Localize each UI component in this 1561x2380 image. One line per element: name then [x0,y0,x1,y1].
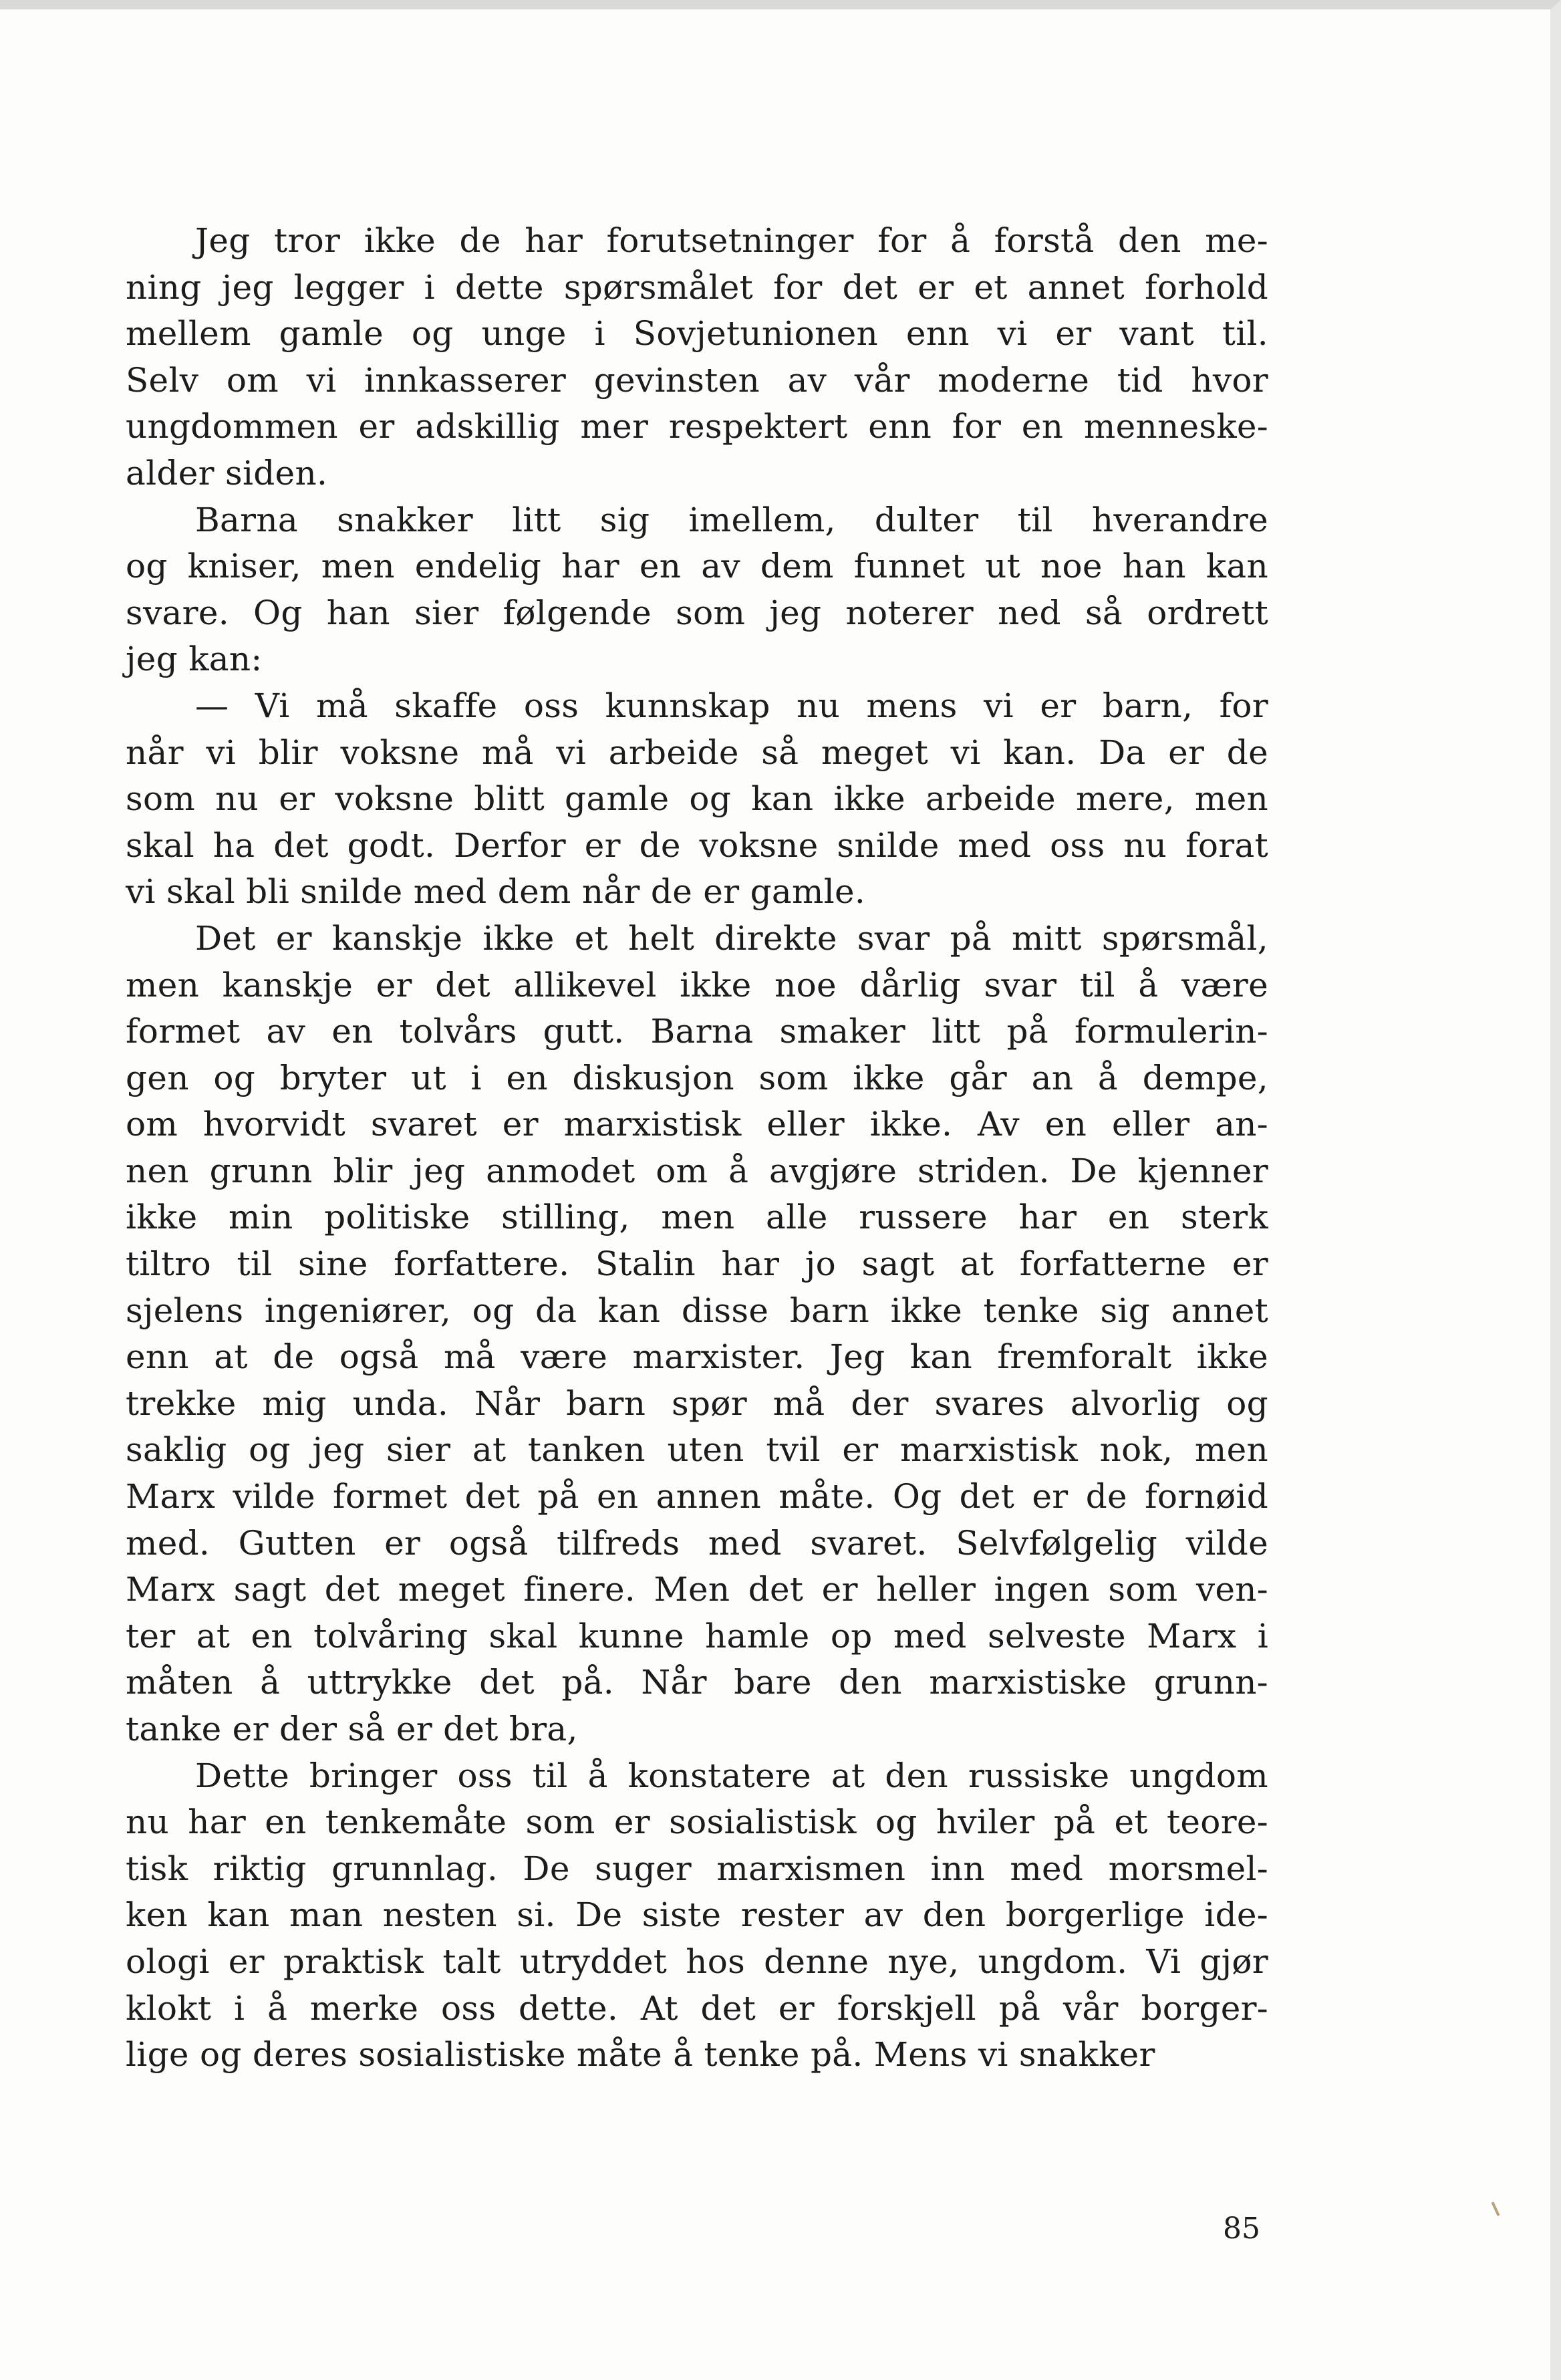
text-line [126,404,1268,450]
line-text: jeg kan: [126,640,263,679]
text-line [126,1660,1268,1706]
text-line [126,869,1268,916]
line-text: ologi er praktisk talt utryddet hos denne nye, ungdom. Vi gjør [126,1942,1268,1981]
text-line [126,1986,1268,2032]
text-line [126,776,1268,823]
text-line [126,1194,1268,1241]
line-text: lige og deres sosialistiske måte å tenke på. Mens vi snakker [126,2035,1155,2075]
text-line [126,683,1268,730]
line-text: formet av en tolvårs gutt. Barna smaker litt på formulerin- [126,1012,1268,1051]
line-text: saklig og jeg sier at tanken uten tvil er marxistisk nok, men [126,1430,1268,1470]
line-text: nen grunn blir jeg anmodet om å avgjøre striden. De kjenner [126,1151,1268,1190]
line-text: men kanskje er det allikevel ikke noe dårlig svar til å være [126,965,1268,1005]
line-text: alder siden. [126,453,328,493]
text-line [126,1148,1268,1195]
line-text: og kniser, men endelig har en av dem funnet ut noe han kan [126,547,1268,586]
text-line [126,1055,1268,1102]
line-text: Marx sagt det meget finere. Men det er heller ingen som ven- [126,1570,1268,1609]
line-text: trekke mig unda. Når barn spør må der svares alvorlig og [126,1383,1268,1423]
line-text: skal ha det godt. Derfor er de voksne snilde med oss nu forat [126,825,1268,865]
line-text: som nu er voksne blitt gamle og kan ikke arbeide mere, men [126,779,1268,819]
text-line [126,311,1268,358]
text-line [126,1892,1268,1939]
page-number: 85 [1223,2212,1260,2246]
text-line [126,636,1268,683]
text-line [126,1427,1268,1474]
line-text: måten å uttrykke det på. Når bare den marxistiske grunn- [126,1663,1268,1702]
line-text: tiltro til sine forfattere. Stalin har jo sagt at forfatterne er [126,1244,1268,1284]
text-line [126,218,1268,265]
line-text: Jeg tror ikke de har forutsetninger for å forstå den me- [195,221,1268,260]
line-text: svare. Og han sier følgende som jeg noterer ned så ordrett [126,593,1268,632]
text-line [126,1474,1268,1520]
line-text: ungdommen er adskillig mer respektert enn for en menneske- [126,407,1268,446]
text-line [126,1241,1268,1288]
paragraph [126,497,1268,683]
text-line [126,1520,1268,1567]
text-line [126,1846,1268,1893]
line-text: om hvorvidt svaret er marxistisk eller ikke. Av en eller an- [126,1105,1268,1144]
line-text: sjelens ingeniører, og da kan disse barn ikke tenke sig annet [126,1291,1268,1330]
paper-speck [1492,2202,1500,2216]
line-text: Marx vilde formet det på en annen måte. Og det er de fornøid [126,1477,1268,1516]
text-line [126,543,1268,590]
line-text: med. Gutten er også tilfreds med svaret. Selvfølgelig vilde [126,1523,1268,1563]
text-line [126,1613,1268,1660]
line-text: vi skal bli snilde med dem når de er gamle. [126,872,866,912]
text-line [126,450,1268,497]
line-text: Det er kanskje ikke et helt direkte svar på mitt spørsmål, [195,918,1268,958]
text-line [126,823,1268,870]
line-text: Dette bringer oss til å konstatere at den russiske ungdom [195,1756,1268,1795]
text-line [126,730,1268,777]
text-line [126,358,1268,404]
line-text: ning jeg legger i dette spørsmålet for det er et annet forhold [126,267,1268,307]
text-line [126,497,1268,544]
text-line [126,1334,1268,1381]
line-text: klokt i å merke oss dette. At det er forskjell på vår borger- [126,1988,1268,2028]
line-text: nu har en tenkemåte som er sosialistisk og hviler på et teore- [126,1803,1268,1842]
line-text: Barna snakker litt sig imellem, dulter til hverandre [195,500,1268,539]
paragraph [126,1753,1268,2079]
paragraph [126,916,1268,1753]
line-text: tisk riktig grunnlag. De suger marxismen inn med morsmel- [126,1849,1268,1888]
paragraph [126,218,1268,497]
text-line [126,2032,1268,2079]
body-text [126,218,1268,2079]
text-line [126,1009,1268,1055]
line-text: tanke er der så er det bra, [126,1710,578,1748]
text-line [126,1753,1268,1800]
text-line [126,1381,1268,1428]
text-line [126,1567,1268,1613]
text-line [126,1799,1268,1846]
line-text: gen og bryter ut i en diskusjon som ikke går an å dempe, [126,1058,1268,1097]
line-text: når vi blir voksne må vi arbeide så meget vi kan. Da er de [126,733,1268,772]
line-text: — Vi må skaffe oss kunnskap nu mens vi er barn, for [195,686,1268,725]
line-text: ken kan man nesten si. De siste rester av den borgerlige ide- [126,1895,1268,1935]
text-line [126,590,1268,637]
text-line [126,265,1268,311]
line-text: enn at de også må være marxister. Jeg kan fremforalt ikke [126,1337,1268,1377]
paragraph [126,683,1268,916]
text-line [126,1101,1268,1148]
text-line [126,916,1268,962]
text-line [126,962,1268,1009]
text-line [126,1706,1268,1753]
line-text: ter at en tolvåring skal kunne hamle op med selveste Marx i [126,1616,1268,1656]
line-text: ikke min politiske stilling, men alle russere har en sterk [126,1198,1268,1237]
text-line [126,1939,1268,1986]
text-line [126,1288,1268,1335]
line-text: Selv om vi innkasserer gevinsten av vår moderne tid hvor [126,360,1268,400]
line-text: mellem gamle og unge i Sovjetunionen enn vi er vant til. [126,314,1268,354]
